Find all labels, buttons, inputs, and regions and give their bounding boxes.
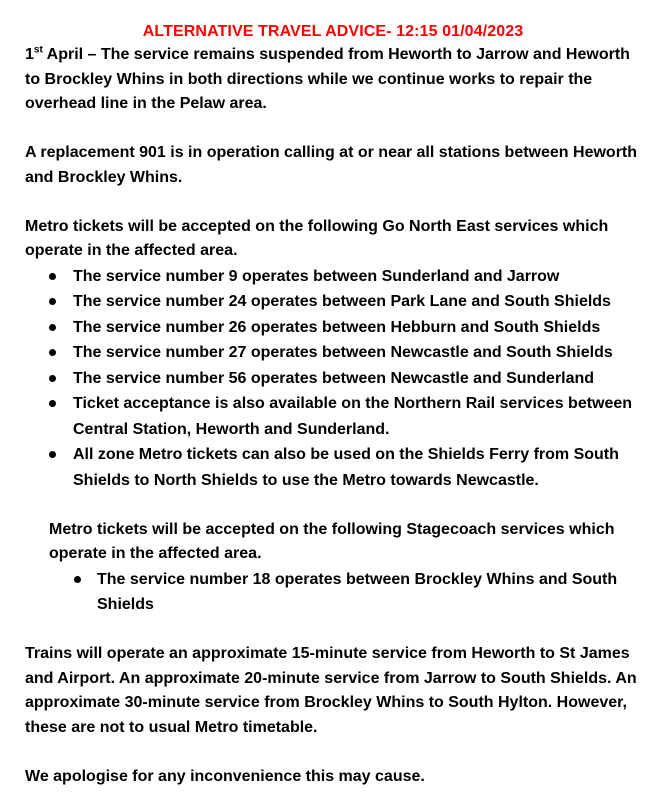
intro-day: 1 — [25, 46, 34, 63]
list-item-text: The service number 9 operates between Sunderland and Jarrow — [73, 267, 560, 285]
bullet-icon — [49, 324, 56, 331]
list-item — [25, 567, 641, 618]
list-item-text: The service number 26 operates between Hebburn and South Shields — [73, 318, 601, 336]
bullet-icon — [49, 298, 56, 305]
trains-paragraph: Trains will operate an approximate 15-minute service from Heworth to St James and Airport. An approximate 20-minute service from Jarrow to South Shields. An approximate 30-minute service from Brockley Whins to South Hylton. However, these are not to usual Metro timetable. — [25, 645, 637, 736]
list-item-text: Ticket acceptance is also available on the Northern Rail services between Central Station, Heworth and Sunderland. — [73, 395, 633, 438]
list-item — [25, 442, 641, 493]
stagecoach-heading: Metro tickets will be accepted on the following Stagecoach services which operate in the affected area. — [49, 520, 615, 562]
list-item — [25, 391, 641, 442]
list-item-text: The service number 56 operates between Newcastle and Sunderland — [73, 369, 595, 387]
apology-paragraph: We apologise for any inconvenience this may cause. — [25, 767, 425, 785]
list-item — [25, 289, 641, 315]
list-item — [25, 340, 641, 366]
stagecoach-list — [25, 567, 641, 618]
bullet-icon — [74, 576, 81, 583]
bullet-icon — [49, 375, 56, 382]
intro-text: April – The service remains suspended from Heworth to Jarrow and Heworth to Brockley Whins in both directions while we continue works to repair the overhead line in the Pelaw area. — [25, 46, 630, 112]
bullet-icon — [49, 273, 56, 280]
list-item-text: The service number 24 operates between Park Lane and South Shields — [73, 293, 611, 310]
bullet-icon — [49, 451, 56, 458]
replacement-paragraph: A replacement 901 is in operation calling at or near all stations between Heworth and Brockley Whins. — [25, 144, 638, 186]
intro-paragraph — [25, 43, 641, 117]
list-item-text: The service number 27 operates between Newcastle and South Shields — [73, 344, 613, 361]
page-title: ALTERNATIVE TRAVEL ADVICE- 12:15 01/04/2023 — [142, 23, 524, 40]
list-item-text: All zone Metro tickets can also be used on the Shields Ferry from South Shields to North Shields to use the Metro towards Newcastle. — [73, 446, 619, 489]
go-north-east-heading: Metro tickets will be accepted on the following Go North East services which operate in the affected area. — [25, 217, 609, 259]
bullet-icon — [49, 400, 56, 407]
intro-ordinal-suffix: st — [33, 44, 43, 56]
go-north-east-list — [25, 264, 641, 494]
list-item — [25, 315, 641, 341]
list-item — [25, 366, 641, 392]
list-item-text: The service number 18 operates between Brockley Whins and South Shields — [97, 570, 618, 613]
list-item — [25, 264, 641, 290]
bullet-icon — [49, 349, 56, 356]
